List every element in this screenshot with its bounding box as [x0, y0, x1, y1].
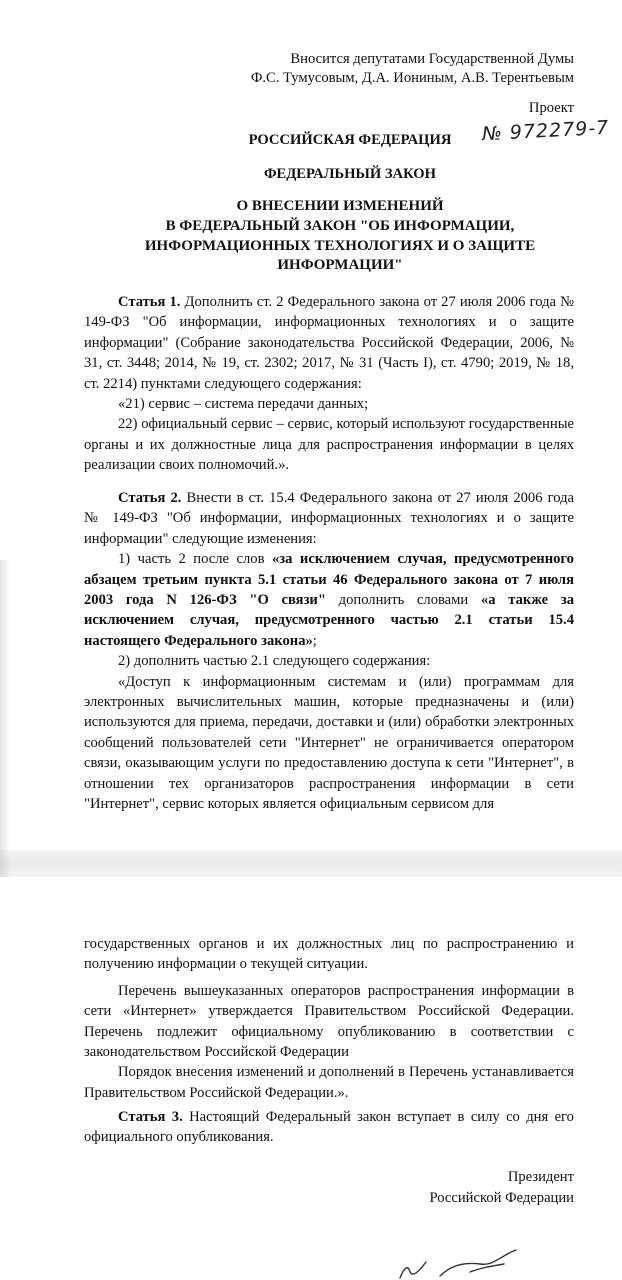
- article-3-label: Статья 3.: [118, 1109, 183, 1125]
- handwritten-bill-number: № 972279-7: [481, 116, 610, 146]
- point-1-quoted-words: «за исключением случая, предусмотренного абзацем третьим пункта 5.1 статьи 46 Федерального закона от 7 июля 2003 года N 126-ФЗ "О связи": [84, 551, 574, 609]
- article-1-item-21: «21) сервис – система передачи данных;: [118, 396, 369, 413]
- signature-block: [324, 1167, 574, 1209]
- signature-title-line-1: Президент: [507, 1169, 574, 1185]
- signature-title-line-2: Российской Федерации: [429, 1190, 574, 1206]
- project-label: Проект: [528, 100, 574, 116]
- article-3-text: Настоящий Федеральный закон вступает в силу со дня его официального опубликования.: [84, 1109, 574, 1146]
- point-1-prefix: 1) часть 2 после слов: [118, 551, 272, 568]
- article-3: [84, 1107, 574, 1148]
- point-1-added-words: «а также за исключением случая, предусмотренного частью 2.1 статьи 15.4 настоящего Федерального закона»: [84, 592, 575, 649]
- article-2-continuation: [84, 934, 574, 1103]
- handwritten-signature: [380, 1242, 540, 1280]
- page-separator: [0, 850, 622, 877]
- submitted-line-1: Вносится депутатами Государственной Думы: [290, 51, 574, 67]
- law-type: ФЕДЕРАЛЬНЫЙ ЗАКОН: [264, 166, 436, 182]
- document-page-2: [0, 877, 622, 1280]
- submitted-line-2: Ф.С. Тумусовым, Д.А. Иониным, А.В. Терентьевым: [250, 70, 574, 87]
- law-title-line-2: В ФЕДЕРАЛЬНЫЙ ЗАКОН "ОБ ИНФОРМАЦИИ,: [165, 217, 515, 234]
- article-2: [84, 488, 574, 815]
- operators-list-paragraph: Перечень вышеуказанных операторов распространения информации в сети «Интернет» утверждается Правительством Российской Федерации. Перечень подлежит официальному опубликованию в соответствии с законодательством Российской Федерации: [84, 982, 574, 1061]
- procedure-paragraph: Порядок внесения изменений и дополнений в Перечень устанавливается Правительством Российской Федерации.».: [84, 1064, 574, 1101]
- law-title-line-1: О ВНЕСЕНИИ ИЗМЕНЕНИЙ: [236, 198, 444, 214]
- article-1: [84, 292, 574, 476]
- article-2-quote-part-1: «Доступ к информационным системам и (или) программам для электронных вычислительных машин, которые предназначены и (или) используются для приема, передачи, доставки и (или) обработки электронных сообщений пользователей сети "Интернет" не ограничивается оператором связи, оказывающим услуги по предоставлению доступа к сети "Интернет", в отношении тех организаторов распространения информации в сети "Интернет", сервис которых является официальным сервисом для: [84, 673, 574, 813]
- submitted-by: [154, 50, 574, 88]
- article-2-point-1: [84, 549, 574, 651]
- article-2-text: Внести в ст. 15.4 Федерального закона от 27 июля 2006 года № 149-ФЗ "Об информации, информационных технологиях и о защите информации" следующие изменения:: [84, 490, 574, 547]
- article-2-point-2: 2) дополнить частью 2.1 следующего содержания:: [118, 653, 431, 670]
- point-1-middle: дополнить словами: [325, 592, 481, 609]
- article-2-label: Статья 2.: [118, 490, 182, 506]
- law-title: [100, 197, 580, 276]
- law-title-line-3: ИНФОРМАЦИОННЫХ ТЕХНОЛОГИЯХ И О ЗАЩИТЕ: [144, 237, 536, 254]
- country-title: РОССИЙСКАЯ ФЕДЕРАЦИЯ: [248, 132, 452, 148]
- law-title-line-4: ИНФОРМАЦИИ": [277, 257, 403, 274]
- article-1-label: Статья 1.: [118, 294, 181, 310]
- article-1-text: Дополнить ст. 2 Федерального закона от 27 июля 2006 года № 149-ФЗ "Об информации, информационных технологиях и о защите информации" (Собрание законодательства Российской Федерации, 2006, № 31, ст. 3448; 2014, № 19, ст. 2302; 2017, № 31 (Часть I), ст. 4790; 2019, № 18, ст. 2214) пунктами следующего содержания:: [84, 294, 574, 392]
- article-1-item-22: 22) официальный сервис – сервис, который используют государственные органы и их должностные лица для распространения информации в целях реализации своих полномочий.».: [84, 416, 574, 474]
- article-2-quote-part-2: государственных органов и их должностных лиц по распространению и получению информации о текущей ситуации.: [84, 936, 574, 973]
- point-1-end: ;: [312, 632, 317, 649]
